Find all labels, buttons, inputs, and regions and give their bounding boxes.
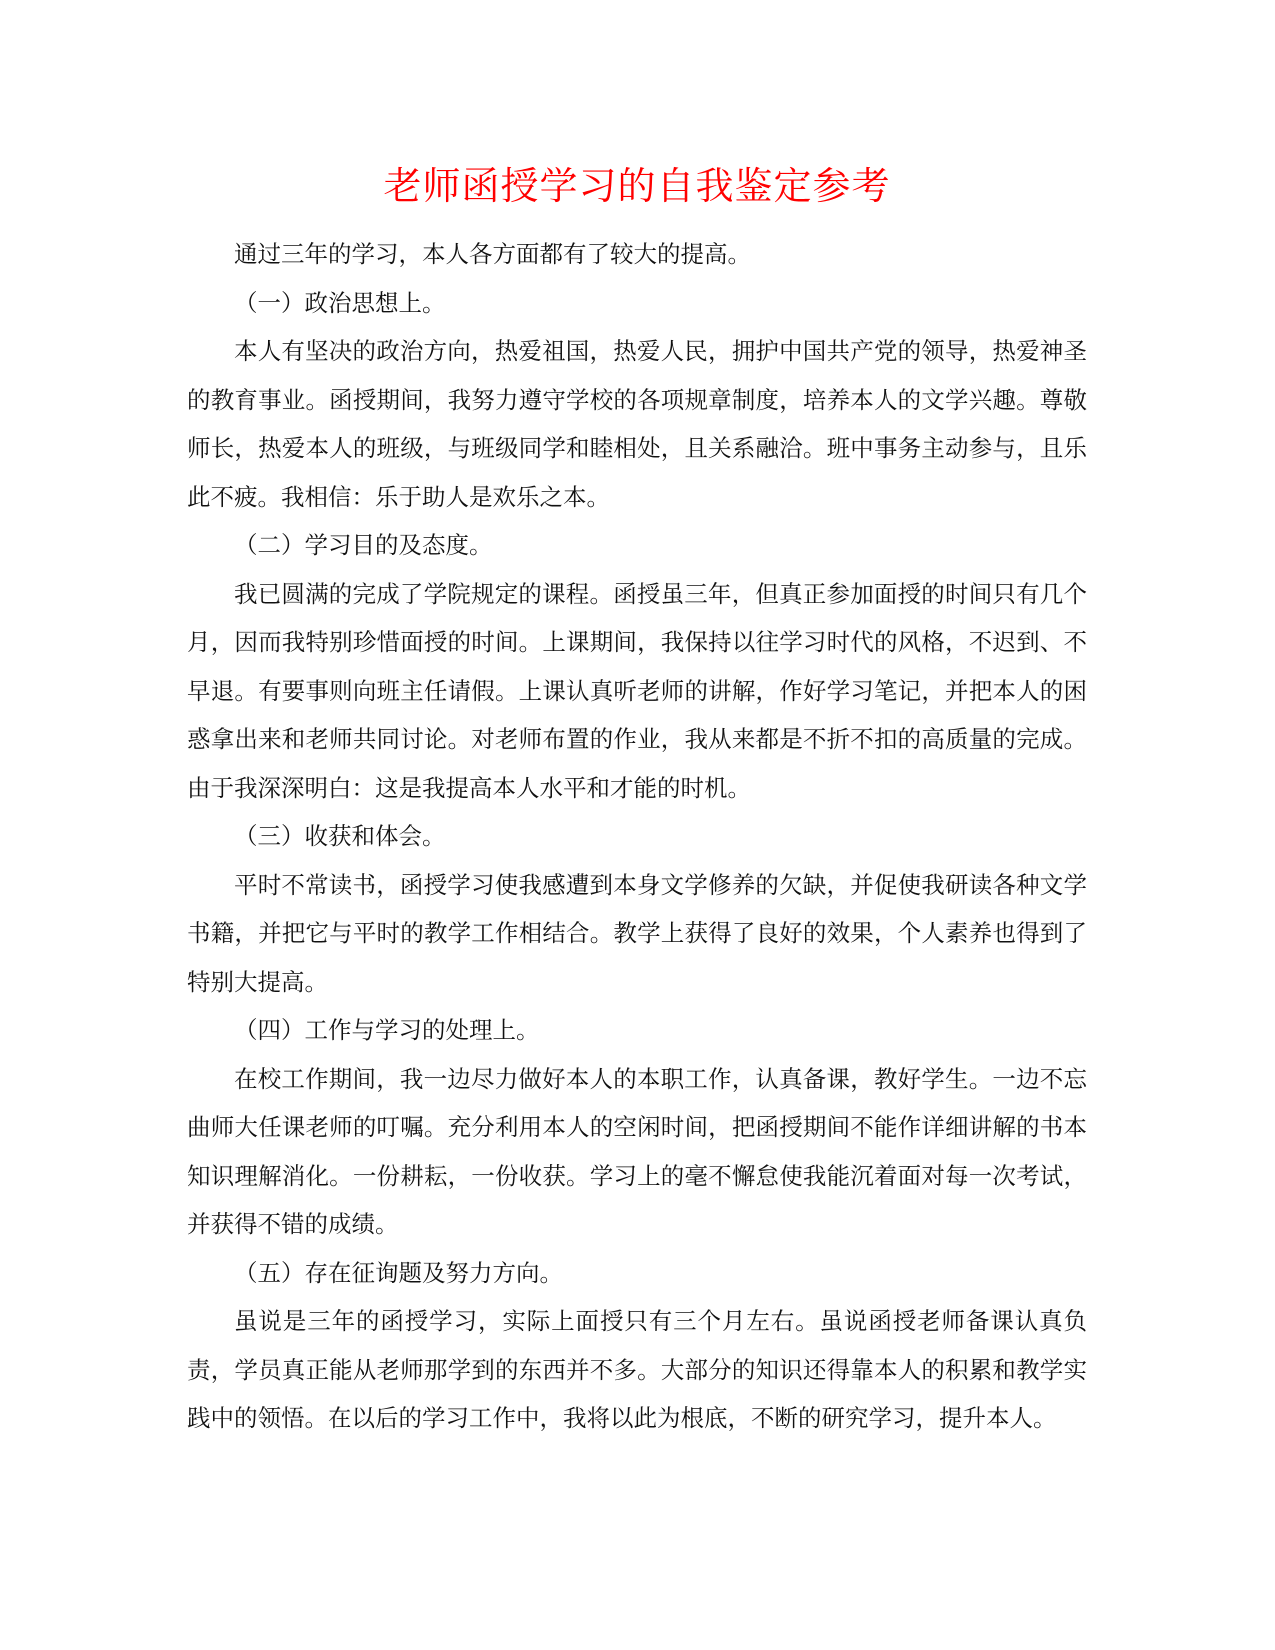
document-title: 老师函授学习的自我鉴定参考 [383,164,891,208]
section-heading-work-study: （四）工作与学习的处理上。 [234,1016,540,1044]
section-heading-gains: （三）收获和体会。 [234,822,446,850]
paragraph-problems: 虽说是三年的函授学习，实际上面授只有三个月左右。虽说函授老师备课认真负责，学员真正能从老师那学到的东西并不多。大部分的知识还得靠本人的积累和教学实践中的领悟。在以后的学习工作中，我将以此为根底，不断的研究学习，提升本人。 [187,1307,1087,1432]
section-heading-problems: （五）存在征询题及努力方向。 [234,1258,563,1287]
paragraph-attitude: 我已圆满的完成了学院规定的课程。函授虽三年，但真正参加面授的时间只有几个月，因而我特别珍惜面授的时间。上课期间，我保持以往学习时代的风格，不迟到、不早退。有要事则向班主任请假。上课认真听老师的讲解，作好学习笔记，并把本人的困惑拿出来和老师共同讨论。对老师布置的作业，我从来都是不折不扣的高质量的完成。由于我深深明白：这是我提高本人水平和才能的时机。 [187,579,1087,802]
paragraph-politics: 本人有坚决的政治方向，热爱祖国，热爱人民，拥护中国共产党的领导，热爱神圣的教育事业。函授期间，我努力遵守学校的各项规章制度，培养本人的文学兴趣。尊敬师长，热爱本人的班级，与班级同学和睦相处，且关系融洽。班中事务主动参与，且乐此不疲。我相信：乐于助人是欢乐之本。 [187,337,1087,511]
paragraph-intro: 通过三年的学习，本人各方面都有了较大的提高。 [234,240,751,268]
paragraph-work-study: 在校工作期间，我一边尽力做好本人的本职工作，认真备课，教好学生。一边不忘曲师大任课老师的叮嘱。充分利用本人的空闲时间，把函授期间不能作详细讲解的书本知识理解消化。一份耕耘，一份收获。学习上的毫不懈怠使我能沉着面对每一次考试，并获得不错的成绩。 [187,1064,1087,1238]
document-body [187,160,1087,1443]
paragraph-gains: 平时不常读书，函授学习使我感遭到本身文学修养的欠缺，并促使我研读各种文学书籍，并把它与平时的教学工作相结合。教学上获得了良好的效果，个人素养也得到了特别大提高。 [187,870,1087,996]
section-heading-politics: （一）政治思想上。 [234,288,446,317]
section-heading-attitude: （二）学习目的及态度。 [234,531,493,559]
